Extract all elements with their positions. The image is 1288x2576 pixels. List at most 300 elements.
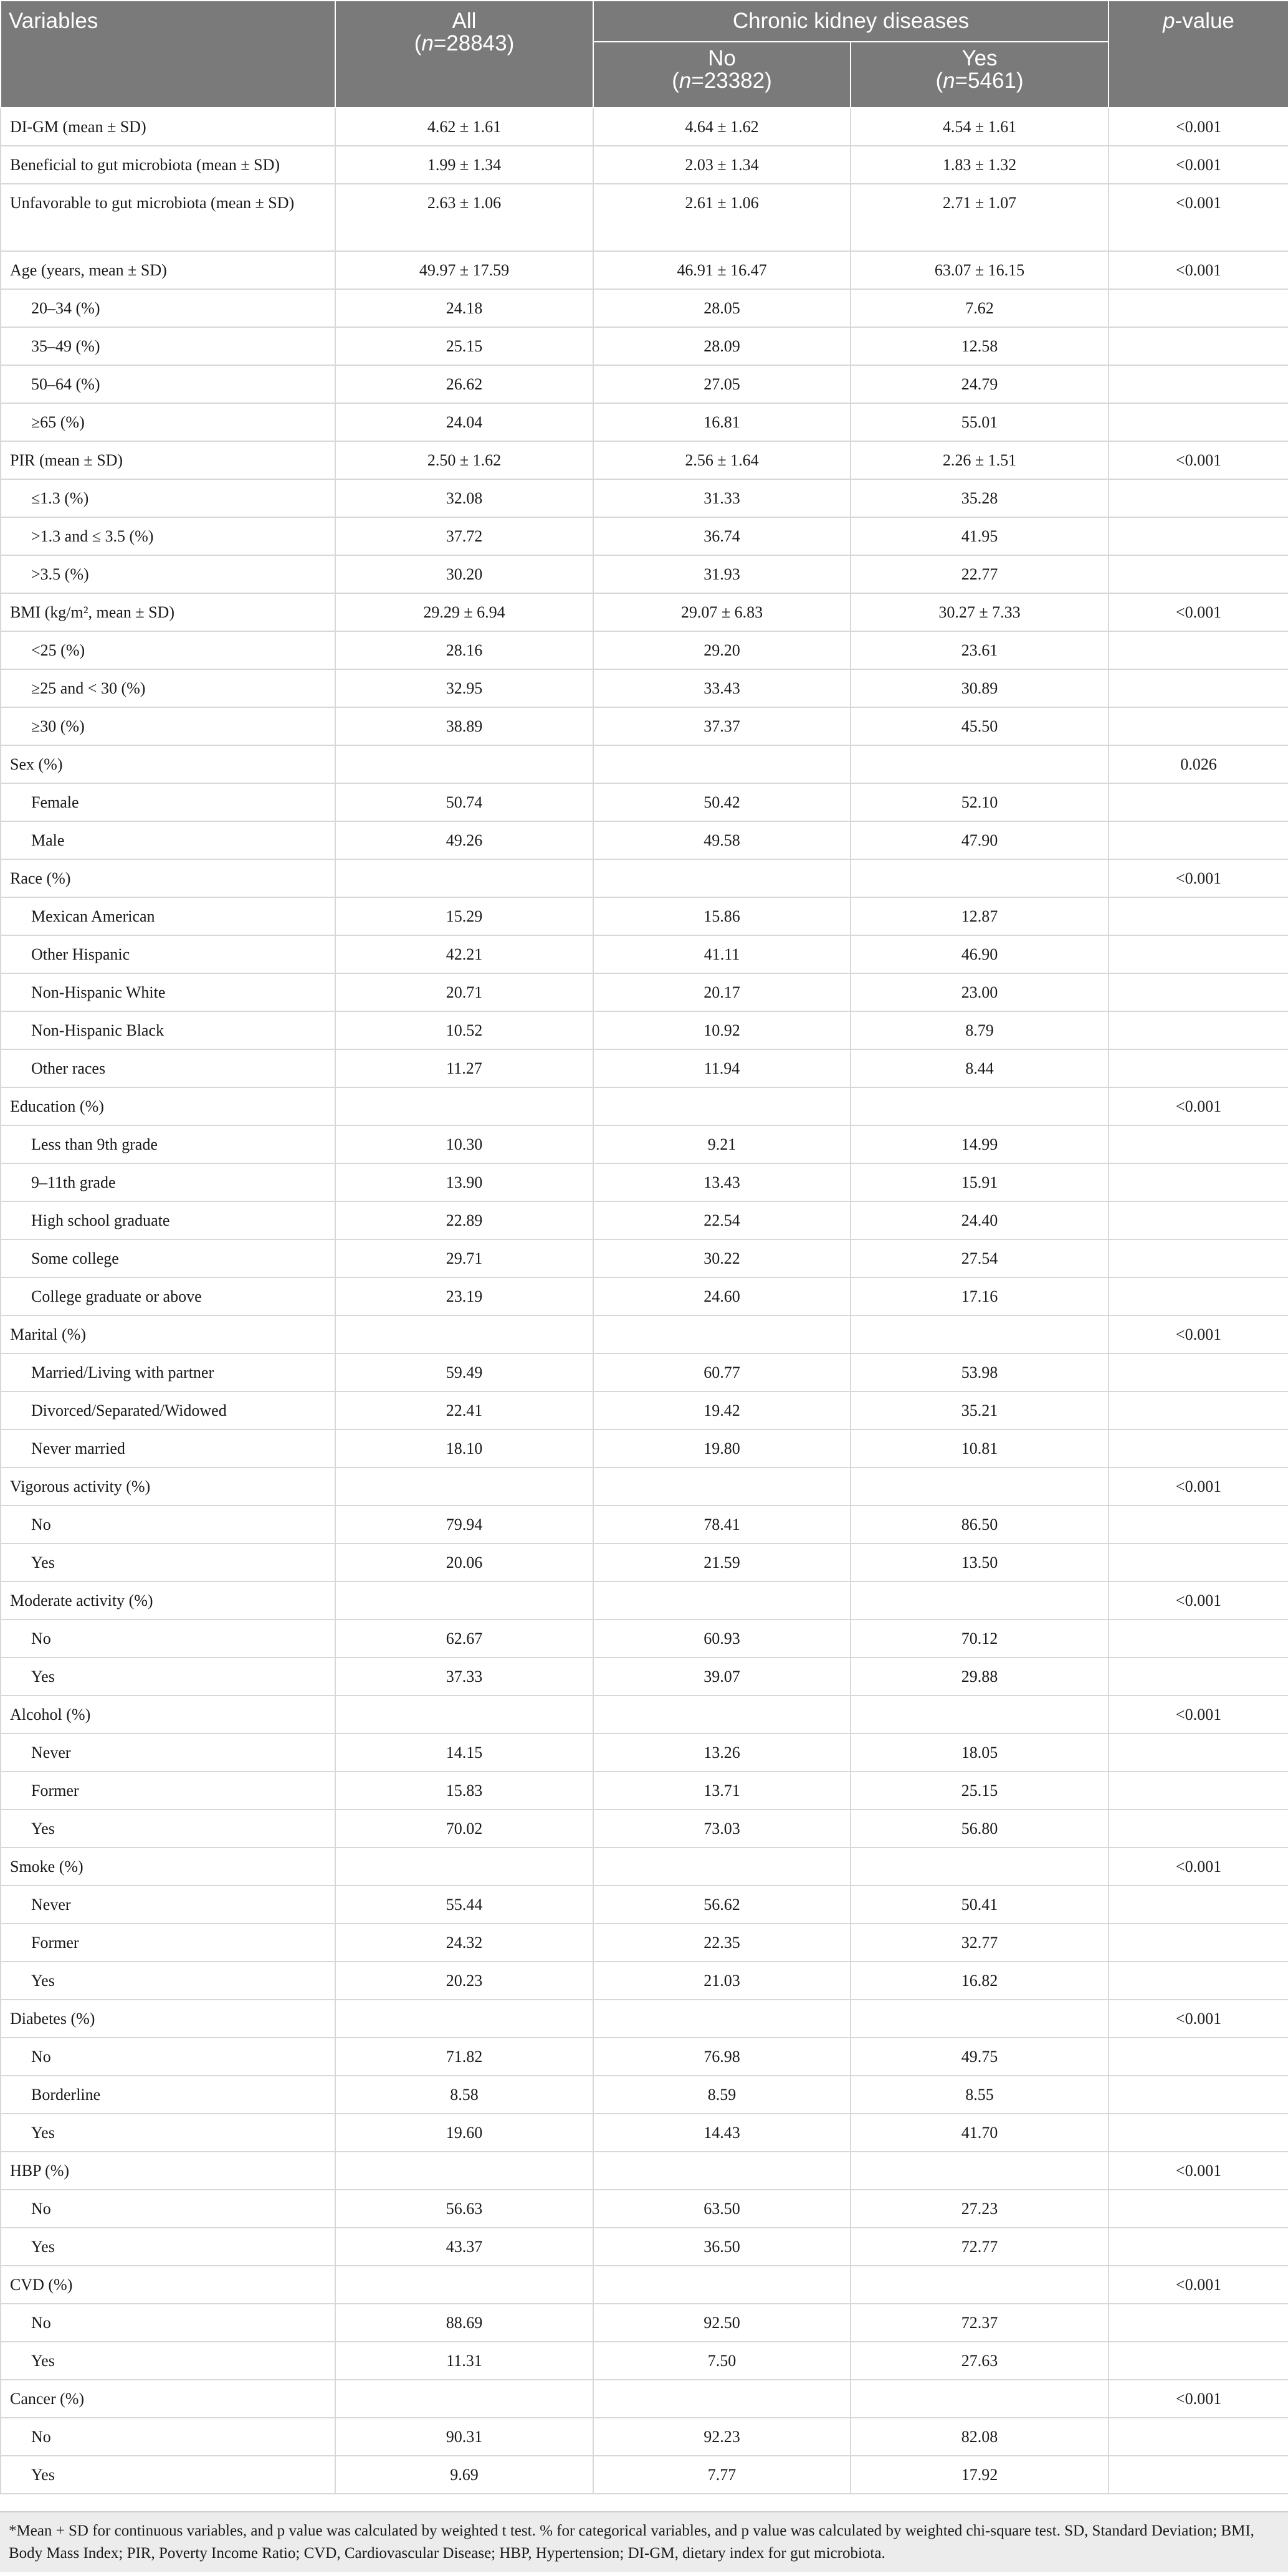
header-all bbox=[335, 1, 593, 108]
cell-p-value bbox=[1109, 327, 1288, 365]
row-label: Diabetes (%) bbox=[1, 2000, 335, 2038]
cell-all: 49.97 ± 17.59 bbox=[335, 251, 593, 289]
table-row bbox=[1, 1467, 1288, 1505]
table-row bbox=[1, 1581, 1288, 1620]
table-row bbox=[1, 1848, 1288, 1886]
cell-ckd-no: 27.05 bbox=[593, 365, 851, 403]
row-label: College graduate or above bbox=[1, 1277, 335, 1315]
cell-ckd-yes: 32.77 bbox=[851, 1924, 1109, 1962]
cell-all: 38.89 bbox=[335, 707, 593, 745]
cell-all bbox=[335, 2380, 593, 2418]
table-body bbox=[1, 108, 1288, 2494]
cell-all: 90.31 bbox=[335, 2418, 593, 2456]
row-label: Age (years, mean ± SD) bbox=[1, 251, 335, 289]
table-row bbox=[1, 2266, 1288, 2304]
table-row bbox=[1, 1011, 1288, 1049]
table-row bbox=[1, 365, 1288, 403]
table-row bbox=[1, 327, 1288, 365]
cell-all bbox=[335, 2266, 593, 2304]
cell-all: 13.90 bbox=[335, 1163, 593, 1201]
cell-ckd-yes bbox=[851, 1467, 1109, 1505]
cell-ckd-no bbox=[593, 1848, 851, 1886]
cell-all: 24.32 bbox=[335, 1924, 593, 1962]
cell-all: 19.60 bbox=[335, 2114, 593, 2152]
cell-ckd-no: 28.05 bbox=[593, 289, 851, 327]
cell-all: 26.62 bbox=[335, 365, 593, 403]
cell-ckd-yes: 8.79 bbox=[851, 1011, 1109, 1049]
row-label: No bbox=[1, 1505, 335, 1543]
cell-all: 37.72 bbox=[335, 517, 593, 555]
cell-p-value bbox=[1109, 935, 1288, 973]
cell-ckd-yes: 8.44 bbox=[851, 1049, 1109, 1087]
cell-ckd-no: 21.03 bbox=[593, 1962, 851, 2000]
cell-p-value bbox=[1109, 669, 1288, 707]
table-row bbox=[1, 1391, 1288, 1429]
cell-p-value: <0.001 bbox=[1109, 1467, 1288, 1505]
cell-ckd-no: 4.64 ± 1.62 bbox=[593, 108, 851, 146]
cell-p-value bbox=[1109, 2304, 1288, 2342]
table-row bbox=[1, 1505, 1288, 1543]
cell-p-value bbox=[1109, 783, 1288, 821]
cell-ckd-yes: 53.98 bbox=[851, 1353, 1109, 1391]
table-row bbox=[1, 1658, 1288, 1696]
cell-ckd-yes: 49.75 bbox=[851, 2038, 1109, 2076]
cell-ckd-yes: 7.62 bbox=[851, 289, 1109, 327]
cell-ckd-no: 63.50 bbox=[593, 2190, 851, 2228]
cell-all: 70.02 bbox=[335, 1810, 593, 1848]
table-row bbox=[1, 2304, 1288, 2342]
table-row bbox=[1, 707, 1288, 745]
cell-p-value bbox=[1109, 2038, 1288, 2076]
row-label: CVD (%) bbox=[1, 2266, 335, 2304]
table-row bbox=[1, 1125, 1288, 1163]
cell-ckd-yes bbox=[851, 1848, 1109, 1886]
header-p-value bbox=[1109, 1, 1288, 108]
row-label: Yes bbox=[1, 2114, 335, 2152]
row-label: BMI (kg/m², mean ± SD) bbox=[1, 593, 335, 631]
cell-p-value bbox=[1109, 2076, 1288, 2114]
row-label: Yes bbox=[1, 1962, 335, 2000]
cell-ckd-no: 56.62 bbox=[593, 1886, 851, 1924]
cell-ckd-no: 73.03 bbox=[593, 1810, 851, 1848]
table-row bbox=[1, 593, 1288, 631]
cell-all: 9.69 bbox=[335, 2456, 593, 2494]
cell-p-value bbox=[1109, 897, 1288, 935]
table-row bbox=[1, 1277, 1288, 1315]
cell-ckd-yes: 23.61 bbox=[851, 631, 1109, 669]
cell-p-value bbox=[1109, 1239, 1288, 1277]
cell-all: 29.29 ± 6.94 bbox=[335, 593, 593, 631]
row-label: Sex (%) bbox=[1, 745, 335, 783]
row-label: Yes bbox=[1, 1810, 335, 1848]
cell-ckd-no: 50.42 bbox=[593, 783, 851, 821]
cell-ckd-yes: 46.90 bbox=[851, 935, 1109, 973]
cell-ckd-yes: 8.55 bbox=[851, 2076, 1109, 2114]
cell-ckd-yes: 13.50 bbox=[851, 1543, 1109, 1581]
cell-p-value bbox=[1109, 2342, 1288, 2380]
header-yes-label: Yes bbox=[961, 46, 998, 70]
header-ckd-yes bbox=[851, 42, 1109, 108]
header-ckd-no bbox=[593, 42, 851, 108]
table-row bbox=[1, 1163, 1288, 1201]
cell-all: 2.50 ± 1.62 bbox=[335, 441, 593, 479]
cell-ckd-yes: 50.41 bbox=[851, 1886, 1109, 1924]
cell-all: 18.10 bbox=[335, 1429, 593, 1467]
cell-ckd-no: 36.50 bbox=[593, 2228, 851, 2266]
table-row bbox=[1, 108, 1288, 146]
cell-ckd-no: 92.50 bbox=[593, 2304, 851, 2342]
cell-all: 43.37 bbox=[335, 2228, 593, 2266]
cell-ckd-yes: 27.63 bbox=[851, 2342, 1109, 2380]
cell-ckd-yes: 27.54 bbox=[851, 1239, 1109, 1277]
cell-all: 42.21 bbox=[335, 935, 593, 973]
header-p-rest: -value bbox=[1175, 9, 1234, 33]
cell-ckd-yes: 14.99 bbox=[851, 1125, 1109, 1163]
table-row bbox=[1, 1201, 1288, 1239]
table-row bbox=[1, 1620, 1288, 1658]
row-label: Former bbox=[1, 1924, 335, 1962]
cell-ckd-yes bbox=[851, 859, 1109, 897]
cell-p-value bbox=[1109, 555, 1288, 593]
cell-ckd-yes: 24.40 bbox=[851, 1201, 1109, 1239]
table-row bbox=[1, 479, 1288, 517]
row-label: High school graduate bbox=[1, 1201, 335, 1239]
cell-ckd-no bbox=[593, 2266, 851, 2304]
row-label: ≥65 (%) bbox=[1, 403, 335, 441]
cell-ckd-yes: 35.21 bbox=[851, 1391, 1109, 1429]
cell-all: 20.06 bbox=[335, 1543, 593, 1581]
cell-p-value bbox=[1109, 1658, 1288, 1696]
row-label: Yes bbox=[1, 2342, 335, 2380]
cell-ckd-yes: 70.12 bbox=[851, 1620, 1109, 1658]
cell-all: 62.67 bbox=[335, 1620, 593, 1658]
cell-p-value bbox=[1109, 707, 1288, 745]
row-label: Never bbox=[1, 1886, 335, 1924]
cell-p-value bbox=[1109, 2418, 1288, 2456]
cell-all bbox=[335, 1848, 593, 1886]
cell-ckd-no bbox=[593, 2380, 851, 2418]
header-ckd-group: Chronic kidney diseases bbox=[593, 1, 1109, 42]
row-label: PIR (mean ± SD) bbox=[1, 441, 335, 479]
cell-p-value bbox=[1109, 821, 1288, 859]
cell-p-value: <0.001 bbox=[1109, 2380, 1288, 2418]
table-row bbox=[1, 2038, 1288, 2076]
cell-p-value: <0.001 bbox=[1109, 1696, 1288, 1734]
table-footnote: *Mean + SD for continuous variables, and p value was calculated by weighted t test. % for categorical variables, and p value was calculated by weighted chi-square test. SD, Standard Deviation; BMI, Body Mass Index; PIR, Poverty Income Ratio; CVD, Cardiovascular Disease; HBP, Hypertension; DI-GM, dietary index for gut microbiota. bbox=[0, 2511, 1288, 2572]
row-label: Non-Hispanic White bbox=[1, 973, 335, 1011]
cell-all: 1.99 ± 1.34 bbox=[335, 146, 593, 184]
cell-all: 8.58 bbox=[335, 2076, 593, 2114]
cell-ckd-no: 7.50 bbox=[593, 2342, 851, 2380]
cell-ckd-yes: 24.79 bbox=[851, 365, 1109, 403]
cell-ckd-yes: 35.28 bbox=[851, 479, 1109, 517]
cell-all: 88.69 bbox=[335, 2304, 593, 2342]
cell-all: 14.15 bbox=[335, 1734, 593, 1772]
table-row bbox=[1, 631, 1288, 669]
cell-all: 2.63 ± 1.06 bbox=[335, 184, 593, 251]
cell-p-value bbox=[1109, 1810, 1288, 1848]
cell-ckd-no: 29.07 ± 6.83 bbox=[593, 593, 851, 631]
row-label: DI-GM (mean ± SD) bbox=[1, 108, 335, 146]
cell-p-value bbox=[1109, 2456, 1288, 2494]
header-all-label: All bbox=[452, 9, 477, 33]
cell-ckd-no: 92.23 bbox=[593, 2418, 851, 2456]
table-row bbox=[1, 1087, 1288, 1125]
row-label: ≤1.3 (%) bbox=[1, 479, 335, 517]
cell-ckd-no: 78.41 bbox=[593, 1505, 851, 1543]
table-row bbox=[1, 2190, 1288, 2228]
row-label: Female bbox=[1, 783, 335, 821]
table-row bbox=[1, 897, 1288, 935]
cell-p-value: <0.001 bbox=[1109, 1087, 1288, 1125]
table-row bbox=[1, 2380, 1288, 2418]
cell-all bbox=[335, 1696, 593, 1734]
row-label: Unfavorable to gut microbiota (mean ± SD) bbox=[1, 184, 335, 251]
cell-all: 30.20 bbox=[335, 555, 593, 593]
cell-p-value: <0.001 bbox=[1109, 184, 1288, 251]
cell-ckd-no: 21.59 bbox=[593, 1543, 851, 1581]
cell-ckd-no: 39.07 bbox=[593, 1658, 851, 1696]
row-label: Education (%) bbox=[1, 1087, 335, 1125]
cell-all: 37.33 bbox=[335, 1658, 593, 1696]
header-all-n: (n=28843) bbox=[414, 31, 515, 55]
row-label: 20–34 (%) bbox=[1, 289, 335, 327]
table-row bbox=[1, 251, 1288, 289]
cell-ckd-no bbox=[593, 1087, 851, 1125]
table-row bbox=[1, 859, 1288, 897]
cell-ckd-no: 7.77 bbox=[593, 2456, 851, 2494]
row-label: Yes bbox=[1, 2456, 335, 2494]
row-label: Moderate activity (%) bbox=[1, 1581, 335, 1620]
cell-ckd-yes: 82.08 bbox=[851, 2418, 1109, 2456]
row-label: 50–64 (%) bbox=[1, 365, 335, 403]
cell-p-value: <0.001 bbox=[1109, 108, 1288, 146]
cell-all: 15.83 bbox=[335, 1772, 593, 1810]
cell-ckd-yes bbox=[851, 2152, 1109, 2190]
cell-ckd-no: 13.71 bbox=[593, 1772, 851, 1810]
cell-ckd-no bbox=[593, 1467, 851, 1505]
row-label: Beneficial to gut microbiota (mean ± SD) bbox=[1, 146, 335, 184]
cell-all bbox=[335, 1467, 593, 1505]
table-row bbox=[1, 1353, 1288, 1391]
row-label: Yes bbox=[1, 1543, 335, 1581]
cell-ckd-no: 11.94 bbox=[593, 1049, 851, 1087]
cell-p-value bbox=[1109, 1429, 1288, 1467]
row-label: Vigorous activity (%) bbox=[1, 1467, 335, 1505]
cell-p-value bbox=[1109, 365, 1288, 403]
cell-p-value: <0.001 bbox=[1109, 2152, 1288, 2190]
cell-p-value bbox=[1109, 1543, 1288, 1581]
cell-ckd-no: 33.43 bbox=[593, 669, 851, 707]
cell-ckd-yes: 63.07 ± 16.15 bbox=[851, 251, 1109, 289]
cell-all: 24.04 bbox=[335, 403, 593, 441]
cell-ckd-yes: 4.54 ± 1.61 bbox=[851, 108, 1109, 146]
cell-ckd-no: 76.98 bbox=[593, 2038, 851, 2076]
row-label: HBP (%) bbox=[1, 2152, 335, 2190]
cell-p-value: 0.026 bbox=[1109, 745, 1288, 783]
cell-all bbox=[335, 1581, 593, 1620]
cell-ckd-yes bbox=[851, 1581, 1109, 1620]
table-row bbox=[1, 184, 1288, 251]
table-row bbox=[1, 973, 1288, 1011]
header-no-label: No bbox=[708, 46, 736, 70]
row-label: Smoke (%) bbox=[1, 1848, 335, 1886]
cell-p-value bbox=[1109, 1201, 1288, 1239]
row-label: Yes bbox=[1, 1658, 335, 1696]
table-row bbox=[1, 1924, 1288, 1962]
cell-ckd-no: 49.58 bbox=[593, 821, 851, 859]
cell-all bbox=[335, 2152, 593, 2190]
cell-ckd-yes: 18.05 bbox=[851, 1734, 1109, 1772]
cell-ckd-no: 8.59 bbox=[593, 2076, 851, 2114]
row-label: Race (%) bbox=[1, 859, 335, 897]
row-label: Borderline bbox=[1, 2076, 335, 2114]
cell-p-value: <0.001 bbox=[1109, 593, 1288, 631]
row-label: Less than 9th grade bbox=[1, 1125, 335, 1163]
cell-ckd-no: 22.35 bbox=[593, 1924, 851, 1962]
cell-ckd-no: 41.11 bbox=[593, 935, 851, 973]
row-label: Male bbox=[1, 821, 335, 859]
cell-ckd-yes: 23.00 bbox=[851, 973, 1109, 1011]
cell-p-value bbox=[1109, 2114, 1288, 2152]
row-label: No bbox=[1, 2038, 335, 2076]
cell-p-value: <0.001 bbox=[1109, 2000, 1288, 2038]
cell-ckd-no: 2.61 ± 1.06 bbox=[593, 184, 851, 251]
table-row bbox=[1, 146, 1288, 184]
cell-all: 24.18 bbox=[335, 289, 593, 327]
table-row bbox=[1, 441, 1288, 479]
header-p-italic: p bbox=[1163, 9, 1175, 33]
row-label: Other races bbox=[1, 1049, 335, 1087]
cell-p-value bbox=[1109, 517, 1288, 555]
row-label: Former bbox=[1, 1772, 335, 1810]
cell-all bbox=[335, 859, 593, 897]
cell-ckd-no: 31.93 bbox=[593, 555, 851, 593]
cell-p-value: <0.001 bbox=[1109, 1315, 1288, 1353]
cell-ckd-no: 60.77 bbox=[593, 1353, 851, 1391]
cell-ckd-yes: 16.82 bbox=[851, 1962, 1109, 2000]
cell-ckd-yes: 56.80 bbox=[851, 1810, 1109, 1848]
cell-ckd-yes: 52.10 bbox=[851, 783, 1109, 821]
cell-ckd-yes bbox=[851, 2000, 1109, 2038]
cell-p-value: <0.001 bbox=[1109, 2266, 1288, 2304]
row-label: Non-Hispanic Black bbox=[1, 1011, 335, 1049]
row-label: No bbox=[1, 1620, 335, 1658]
cell-ckd-no: 9.21 bbox=[593, 1125, 851, 1163]
header-no-n: (n=23382) bbox=[672, 69, 772, 93]
table-row bbox=[1, 2456, 1288, 2494]
cell-all: 11.27 bbox=[335, 1049, 593, 1087]
table-row bbox=[1, 403, 1288, 441]
cell-ckd-yes: 45.50 bbox=[851, 707, 1109, 745]
cell-all: 71.82 bbox=[335, 2038, 593, 2076]
table-row bbox=[1, 2418, 1288, 2456]
cell-all: 25.15 bbox=[335, 327, 593, 365]
cell-ckd-no: 19.80 bbox=[593, 1429, 851, 1467]
cell-p-value: <0.001 bbox=[1109, 859, 1288, 897]
cell-p-value bbox=[1109, 1049, 1288, 1087]
table-row bbox=[1, 935, 1288, 973]
cell-p-value bbox=[1109, 479, 1288, 517]
table-row bbox=[1, 2152, 1288, 2190]
row-label: >3.5 (%) bbox=[1, 555, 335, 593]
row-label: Marital (%) bbox=[1, 1315, 335, 1353]
cell-all bbox=[335, 1315, 593, 1353]
row-label: No bbox=[1, 2304, 335, 2342]
cell-all: 4.62 ± 1.61 bbox=[335, 108, 593, 146]
cell-all: 10.30 bbox=[335, 1125, 593, 1163]
table-row bbox=[1, 2000, 1288, 2038]
cell-ckd-yes: 2.26 ± 1.51 bbox=[851, 441, 1109, 479]
row-label: Divorced/Separated/Widowed bbox=[1, 1391, 335, 1429]
table-row bbox=[1, 1962, 1288, 2000]
table-row bbox=[1, 2076, 1288, 2114]
table-row bbox=[1, 517, 1288, 555]
cell-p-value bbox=[1109, 1391, 1288, 1429]
row-label: Some college bbox=[1, 1239, 335, 1277]
cell-ckd-no: 2.56 ± 1.64 bbox=[593, 441, 851, 479]
cell-p-value bbox=[1109, 1125, 1288, 1163]
cell-ckd-yes: 47.90 bbox=[851, 821, 1109, 859]
cell-ckd-yes bbox=[851, 745, 1109, 783]
row-label: Mexican American bbox=[1, 897, 335, 935]
cell-ckd-no: 37.37 bbox=[593, 707, 851, 745]
cell-all: 32.95 bbox=[335, 669, 593, 707]
cell-p-value bbox=[1109, 1962, 1288, 2000]
cell-ckd-no bbox=[593, 859, 851, 897]
table-row bbox=[1, 745, 1288, 783]
cell-all: 59.49 bbox=[335, 1353, 593, 1391]
row-label: Other Hispanic bbox=[1, 935, 335, 973]
cell-ckd-no bbox=[593, 2000, 851, 2038]
cell-ckd-yes bbox=[851, 1087, 1109, 1125]
cell-p-value bbox=[1109, 1924, 1288, 1962]
table-row bbox=[1, 2228, 1288, 2266]
cell-all: 49.26 bbox=[335, 821, 593, 859]
cell-all: 20.71 bbox=[335, 973, 593, 1011]
cell-p-value bbox=[1109, 2190, 1288, 2228]
table-row bbox=[1, 1543, 1288, 1581]
cell-ckd-yes: 10.81 bbox=[851, 1429, 1109, 1467]
cell-ckd-no bbox=[593, 1581, 851, 1620]
cell-ckd-no: 29.20 bbox=[593, 631, 851, 669]
cell-p-value bbox=[1109, 631, 1288, 669]
cell-all: 50.74 bbox=[335, 783, 593, 821]
cell-p-value bbox=[1109, 1886, 1288, 1924]
cell-p-value bbox=[1109, 1353, 1288, 1391]
cell-all bbox=[335, 2000, 593, 2038]
cell-all: 22.41 bbox=[335, 1391, 593, 1429]
cell-ckd-no: 36.74 bbox=[593, 517, 851, 555]
header-variables: Variables bbox=[1, 1, 335, 108]
cell-ckd-yes: 1.83 ± 1.32 bbox=[851, 146, 1109, 184]
table-row bbox=[1, 1886, 1288, 1924]
cell-ckd-yes: 22.77 bbox=[851, 555, 1109, 593]
cell-ckd-no: 22.54 bbox=[593, 1201, 851, 1239]
cell-ckd-yes: 72.77 bbox=[851, 2228, 1109, 2266]
cell-p-value bbox=[1109, 1772, 1288, 1810]
cell-all: 15.29 bbox=[335, 897, 593, 935]
cell-ckd-no bbox=[593, 2152, 851, 2190]
table-row bbox=[1, 1810, 1288, 1848]
table-row bbox=[1, 1429, 1288, 1467]
cell-all: 32.08 bbox=[335, 479, 593, 517]
cell-ckd-no: 24.60 bbox=[593, 1277, 851, 1315]
table-row bbox=[1, 783, 1288, 821]
cell-ckd-yes bbox=[851, 1315, 1109, 1353]
cell-all: 10.52 bbox=[335, 1011, 593, 1049]
cell-all: 79.94 bbox=[335, 1505, 593, 1543]
